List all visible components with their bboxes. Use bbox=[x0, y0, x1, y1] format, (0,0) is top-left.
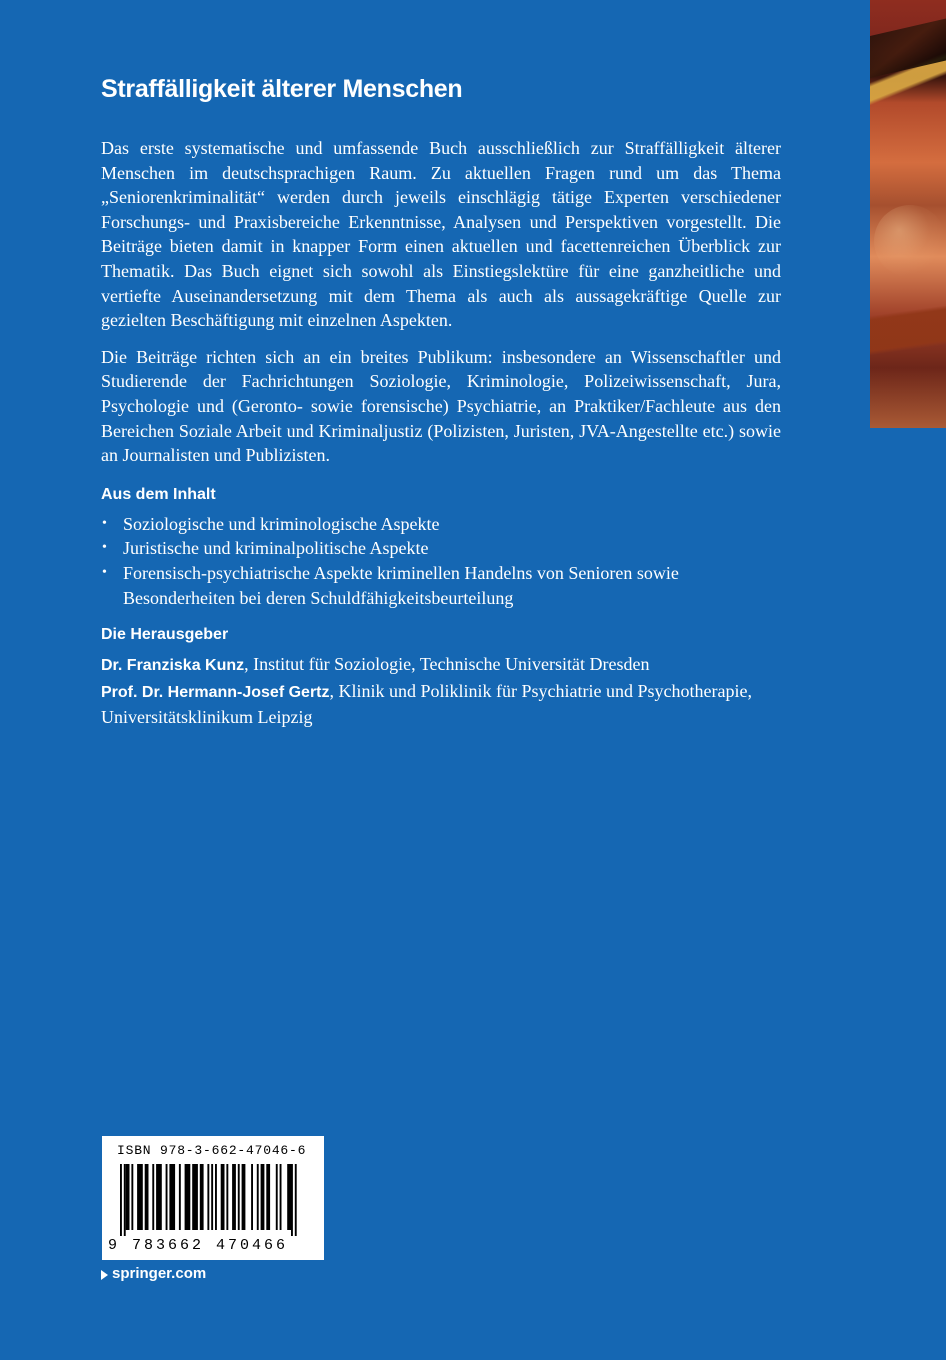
barcode-number: 9 783662 470466 bbox=[108, 1237, 289, 1254]
barcode-bar bbox=[137, 1164, 143, 1230]
barcode-bar bbox=[291, 1164, 293, 1236]
barcode-bar bbox=[211, 1164, 213, 1230]
contents-item-label: Juristische und kriminalpolitische Aspekte bbox=[123, 538, 429, 559]
bullet-icon: • bbox=[102, 564, 107, 580]
publisher-link[interactable] bbox=[101, 1265, 206, 1283]
cover-photo-strip bbox=[870, 0, 946, 428]
barcode-bar bbox=[238, 1164, 240, 1230]
arrow-right-icon bbox=[101, 1270, 108, 1280]
barcode-bar bbox=[226, 1164, 228, 1230]
barcode-bar bbox=[131, 1164, 133, 1230]
editor-name: Dr. Franziska Kunz bbox=[101, 657, 245, 675]
intro-paragraph-1: Das erste systematische und umfassende Buch ausschließlich zur Straffälligkeit älterer Menschen im deutschsprachigen Raum. Zu aktuellen Fragen rund um das Thema „Seniorenkriminalität“ werden durch jeweils einschlägig tätige Experten verschiedener Forschungs- und Praxisbereiche Erkenntnisse, Analysen und Perspektiven vorgestellt. Die Beiträge bieten damit in knapper Form einen aktuellen und facettenreichen Überblick zur Thematik. Das Buch eignet sich sowohl als Einstiegslektüre für eine ganzheitliche und vertiefte Auseinandersetzung mit dem Thema als auch als aussagekräftige Quelle zur gezielten Beschäftigung mit einzelnen Aspekten. bbox=[101, 138, 781, 331]
editor-name: Prof. Dr. Hermann-Josef Gertz bbox=[101, 683, 330, 701]
contents-item-label: Forensisch-psychiatrische Aspekte kriminellen Handelns von Senioren sowie Besonderheiten bei deren Schuldfähigkeitsbeurteilung bbox=[123, 562, 679, 608]
contents-heading: Aus dem Inhalt bbox=[101, 485, 216, 503]
barcode-bar bbox=[287, 1164, 291, 1230]
isbn-barcode bbox=[102, 1136, 324, 1260]
bullet-icon: • bbox=[102, 515, 107, 531]
barcode-bar bbox=[251, 1164, 253, 1230]
contents-list bbox=[101, 512, 781, 610]
barcode-bar bbox=[126, 1164, 130, 1230]
barcode-bar bbox=[261, 1164, 265, 1230]
barcode-bar bbox=[257, 1164, 259, 1230]
barcode-bar bbox=[179, 1164, 181, 1230]
barcode-bar bbox=[200, 1164, 204, 1230]
barcode-bars bbox=[102, 1164, 324, 1236]
barcode-bar bbox=[169, 1164, 175, 1230]
bullet-icon: • bbox=[102, 540, 107, 556]
barcode-bar bbox=[276, 1164, 278, 1230]
barcode-bar bbox=[295, 1164, 297, 1236]
barcode-bar bbox=[192, 1164, 198, 1230]
editor-entry-2 bbox=[101, 679, 781, 730]
barcode-bar bbox=[166, 1164, 168, 1230]
back-cover-content bbox=[101, 72, 781, 730]
barcode-bar bbox=[145, 1164, 149, 1230]
barcode-bar bbox=[207, 1164, 209, 1230]
contents-item-1 bbox=[101, 512, 781, 537]
isbn-label: ISBN 978-3-662-47046-6 bbox=[117, 1143, 307, 1158]
contents-item-2 bbox=[101, 536, 781, 561]
editor-affiliation: , Klinik und Poliklinik für Psychiatrie und Psychotherapie, Universitätsklinikum Leipzig bbox=[101, 680, 752, 728]
contents-item-label: Soziologische und kriminologische Aspekte bbox=[123, 513, 440, 534]
barcode-bar bbox=[242, 1164, 246, 1230]
contents-item-3 bbox=[101, 561, 781, 610]
editor-affiliation: , Institut für Soziologie, Technische Universität Dresden bbox=[244, 654, 650, 675]
book-title: Straffälligkeit älterer Menschen bbox=[101, 75, 463, 103]
publisher-link-text: springer.com bbox=[112, 1265, 207, 1282]
barcode-bar bbox=[215, 1164, 217, 1230]
editor-entry-1 bbox=[101, 652, 781, 679]
barcode-bar bbox=[221, 1164, 225, 1230]
intro-paragraph-2: Die Beiträge richten sich an ein breites Publikum: insbesondere an Wissenschaftler und Studierende der Fachrichtungen Soziologie, Kriminologie, Polizeiwissenschaft, Jura, Psychologie und (Geronto- sowie forensische) Psychiatrie, an Praktiker/Fachleute aus den Bereichen Soziale Arbeit und Kriminaljustiz (Polizisten, Juristen, JVA-Angestellte etc.) sowie an Journalisten und Publizisten. bbox=[101, 346, 781, 466]
barcode-bar bbox=[152, 1164, 154, 1230]
barcode-bar bbox=[280, 1164, 282, 1230]
barcode-bar bbox=[185, 1164, 191, 1230]
editors-heading: Die Herausgeber bbox=[101, 626, 229, 644]
barcode-bar bbox=[232, 1164, 236, 1230]
barcode-bar bbox=[124, 1164, 126, 1236]
barcode-bar bbox=[266, 1164, 270, 1230]
barcode-bar bbox=[120, 1164, 122, 1236]
barcode-bar bbox=[156, 1164, 162, 1230]
